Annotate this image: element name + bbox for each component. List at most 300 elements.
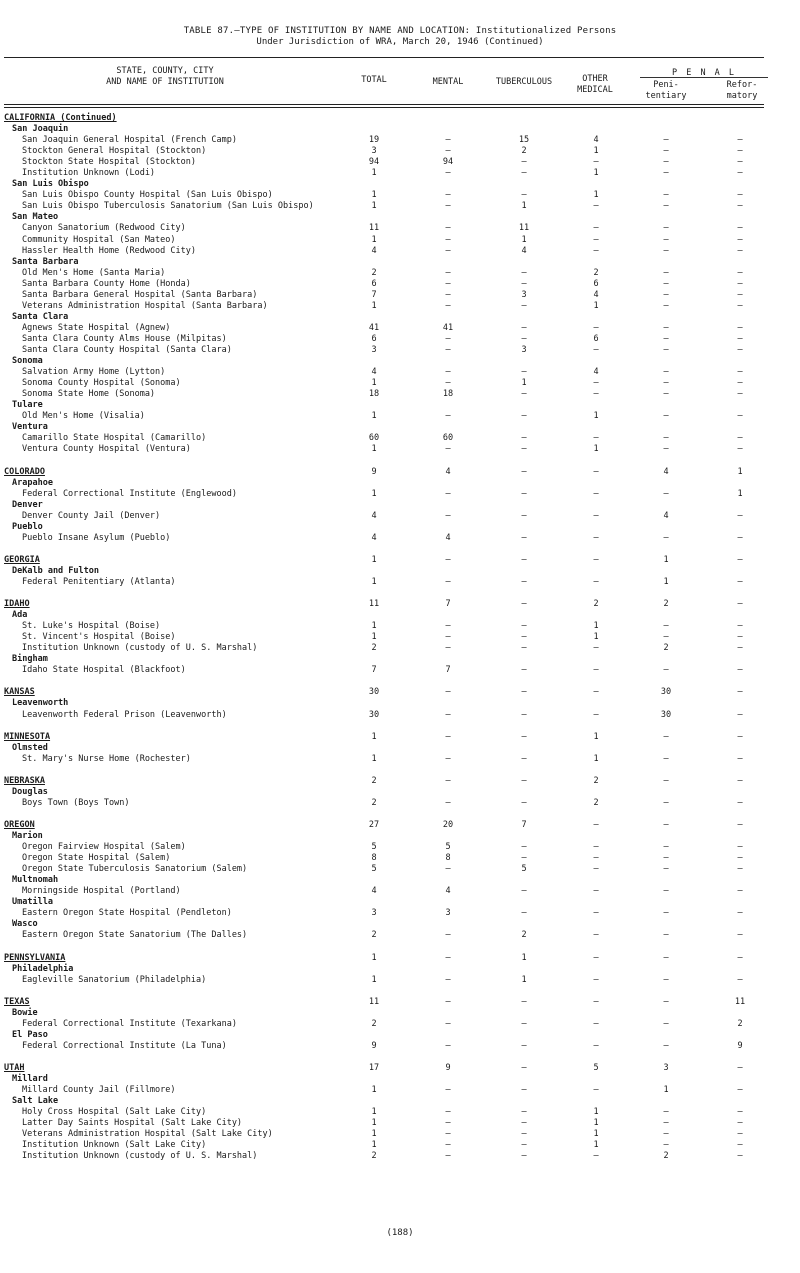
county-name: San Joaquin xyxy=(12,124,69,135)
inst-name: Federal Correctional Institute (La Tuna) xyxy=(22,1040,227,1051)
cell-total: 1 xyxy=(371,190,377,201)
cell-other-medical: – xyxy=(593,322,599,333)
inst-name: Eastern Oregon State Hospital (Pendleton) xyxy=(22,908,232,919)
header-other-line2: MEDICAL xyxy=(577,85,613,95)
institution-row xyxy=(0,1041,800,1052)
cell-other-medical: – xyxy=(593,820,599,830)
cell-other-medical: – xyxy=(593,665,599,676)
cell-tuberculous: – xyxy=(521,1129,527,1140)
cell-tuberculous: – xyxy=(521,886,527,897)
inst-name: Eastern Oregon State Sanatorium (The Dalles) xyxy=(22,930,248,941)
cell-mental: – xyxy=(445,864,451,875)
institution-row xyxy=(0,290,800,301)
cell-penitentiary: – xyxy=(663,665,669,676)
cell-penitentiary: – xyxy=(663,168,669,179)
inst-name: Sonoma State Home (Sonoma) xyxy=(22,389,156,400)
cell-total: 1 xyxy=(371,576,377,587)
institution-row xyxy=(0,246,800,257)
cell-penitentiary: 1 xyxy=(663,1085,669,1096)
cell-other-medical: 1 xyxy=(593,444,599,455)
institution-row xyxy=(0,146,800,157)
institution-row xyxy=(0,433,800,444)
cell-total: 2 xyxy=(371,643,377,654)
cell-reformatory: – xyxy=(737,234,743,245)
cell-reformatory: – xyxy=(737,554,743,565)
cell-tuberculous: 5 xyxy=(521,864,527,875)
cell-other-medical: 1 xyxy=(593,753,599,764)
institution-row xyxy=(0,268,800,279)
county-row xyxy=(0,875,800,886)
cell-penitentiary: – xyxy=(663,433,669,444)
cell-tuberculous: – xyxy=(521,278,527,289)
cell-mental: – xyxy=(445,554,451,565)
cell-reformatory: – xyxy=(737,532,743,543)
cell-total: 5 xyxy=(371,842,377,853)
cell-tuberculous: – xyxy=(521,322,527,333)
county-row xyxy=(0,312,800,323)
inst-name: Santa Barbara County Home (Honda) xyxy=(22,278,191,289)
institution-row xyxy=(0,301,800,312)
county-row xyxy=(0,356,800,367)
cell-penitentiary: – xyxy=(663,842,669,853)
cell-other-medical: 1 xyxy=(593,190,599,201)
institution-row xyxy=(0,853,800,864)
cell-penitentiary: – xyxy=(663,930,669,941)
cell-mental: – xyxy=(445,1118,451,1129)
cell-penitentiary: – xyxy=(663,632,669,643)
cell-mental: – xyxy=(445,952,451,963)
institution-row xyxy=(0,710,800,721)
county-row xyxy=(0,654,800,665)
cell-total: 4 xyxy=(371,510,377,521)
inst-name: Community Hospital (San Mateo) xyxy=(22,234,176,245)
county-row xyxy=(0,500,800,511)
inst-name: Holy Cross Hospital (Salt Lake City) xyxy=(22,1107,207,1118)
cell-total: 3 xyxy=(371,146,377,157)
cell-total: 1 xyxy=(371,201,377,212)
state-row xyxy=(0,1063,800,1074)
cell-total: 2 xyxy=(371,930,377,941)
county-row xyxy=(0,610,800,621)
cell-other-medical: 2 xyxy=(593,267,599,278)
cell-mental: – xyxy=(445,930,451,941)
inst-name: Canyon Sanatorium (Redwood City) xyxy=(22,223,186,234)
row-spacer xyxy=(0,676,800,687)
institution-row xyxy=(0,1107,800,1118)
cell-reformatory: – xyxy=(737,820,743,830)
cell-mental: – xyxy=(445,1018,451,1029)
cell-total: 4 xyxy=(371,532,377,543)
cell-other-medical: 1 xyxy=(593,1118,599,1129)
inst-name: Santa Barbara General Hospital (Santa Barbara) xyxy=(22,289,258,300)
cell-total: 19 xyxy=(368,135,380,146)
cell-total: 1 xyxy=(371,234,377,245)
cell-tuberculous: – xyxy=(521,1040,527,1051)
cell-tuberculous: – xyxy=(521,488,527,499)
inst-name: Pueblo Insane Asylum (Pueblo) xyxy=(22,532,171,543)
institution-row xyxy=(0,632,800,643)
cell-total: 11 xyxy=(368,996,380,1007)
cell-reformatory: – xyxy=(737,576,743,587)
county-row xyxy=(0,400,800,411)
cell-penitentiary: – xyxy=(663,621,669,632)
cell-mental: – xyxy=(445,687,451,698)
header-penal: P E N A L xyxy=(671,68,737,78)
cell-other-medical: 6 xyxy=(593,333,599,344)
inst-name: San Joaquin General Hospital (French Camp) xyxy=(22,135,237,146)
cell-penitentiary: – xyxy=(663,444,669,455)
cell-tuberculous: 3 xyxy=(521,289,527,300)
cell-penitentiary: – xyxy=(663,952,669,963)
cell-reformatory: – xyxy=(737,333,743,344)
institution-row xyxy=(0,168,800,179)
cell-tuberculous: 2 xyxy=(521,146,527,157)
cell-reformatory: – xyxy=(737,1107,743,1118)
cell-other-medical: – xyxy=(593,853,599,864)
cell-reformatory: – xyxy=(737,687,743,698)
cell-other-medical: – xyxy=(593,974,599,985)
cell-other-medical: – xyxy=(593,930,599,941)
cell-total: 1 xyxy=(371,444,377,455)
inst-name: Sonoma County Hospital (Sonoma) xyxy=(22,378,181,389)
institution-row xyxy=(0,511,800,522)
cell-tuberculous: – xyxy=(521,433,527,444)
cell-other-medical: – xyxy=(593,996,599,1007)
table-subtitle: Under Jurisdiction of WRA, March 20, 1946 (Continued) xyxy=(256,37,544,47)
cell-penitentiary: – xyxy=(663,1140,669,1151)
inst-name: Old Men's Home (Visalia) xyxy=(22,411,145,422)
cell-mental: – xyxy=(445,576,451,587)
cell-other-medical: 1 xyxy=(593,1107,599,1118)
cell-other-medical: – xyxy=(593,245,599,256)
cell-mental: – xyxy=(445,223,451,234)
inst-name: San Luis Obispo County Hospital (San Luis Obispo) xyxy=(22,190,273,201)
inst-name: Agnews State Hospital (Agnew) xyxy=(22,322,171,333)
cell-penitentiary: – xyxy=(663,411,669,422)
cell-mental: 7 xyxy=(445,665,451,676)
inst-name: Oregon State Hospital (Salem) xyxy=(22,853,171,864)
cell-other-medical: – xyxy=(593,223,599,234)
institution-row xyxy=(0,389,800,400)
cell-mental: – xyxy=(445,278,451,289)
cell-penitentiary: – xyxy=(663,367,669,378)
cell-other-medical: – xyxy=(593,201,599,212)
county-row xyxy=(0,422,800,433)
cell-mental: 7 xyxy=(445,599,451,610)
cell-tuberculous: – xyxy=(521,775,527,786)
inst-name: Institution Unknown (custody of U. S. Marshal) xyxy=(22,643,258,654)
header-reform-line2: matory xyxy=(726,91,758,101)
cell-mental: – xyxy=(445,444,451,455)
state-row xyxy=(0,467,800,478)
county-name: Olmsted xyxy=(12,742,48,753)
cell-penitentiary: – xyxy=(663,322,669,333)
cell-tuberculous: 3 xyxy=(521,344,527,355)
cell-penitentiary: – xyxy=(663,753,669,764)
cell-mental: – xyxy=(445,709,451,720)
cell-mental: 18 xyxy=(442,389,454,400)
cell-tuberculous: 1 xyxy=(521,201,527,212)
cell-tuberculous: – xyxy=(521,554,527,565)
cell-mental: – xyxy=(445,731,451,742)
cell-penitentiary: – xyxy=(663,157,669,168)
cell-penitentiary: – xyxy=(663,201,669,212)
cell-tuberculous: – xyxy=(521,444,527,455)
inst-name: Institution Unknown (Lodi) xyxy=(22,168,156,179)
cell-tuberculous: 1 xyxy=(521,234,527,245)
cell-penitentiary: – xyxy=(663,731,669,742)
cell-tuberculous: – xyxy=(521,632,527,643)
cell-mental: – xyxy=(445,1151,451,1162)
cell-reformatory: – xyxy=(737,245,743,256)
inst-name: Federal Penitentiary (Atlanta) xyxy=(22,576,176,587)
inst-name: Stockton State Hospital (Stockton) xyxy=(22,157,196,168)
state-row xyxy=(0,599,800,610)
cell-total: 3 xyxy=(371,908,377,919)
cell-total: 2 xyxy=(371,1151,377,1162)
cell-total: 18 xyxy=(368,389,380,400)
inst-name: Millard County Jail (Fillmore) xyxy=(22,1085,176,1096)
header-mental: MENTAL xyxy=(432,77,464,87)
cell-mental: 9 xyxy=(445,1063,451,1074)
inst-name: Morningside Hospital (Portland) xyxy=(22,886,181,897)
cell-reformatory: – xyxy=(737,1129,743,1140)
inst-name: St. Vincent's Hospital (Boise) xyxy=(22,632,176,643)
cell-total: 1 xyxy=(371,952,377,963)
cell-total: 94 xyxy=(368,157,380,168)
cell-reformatory: – xyxy=(737,775,743,786)
cell-tuberculous: 11 xyxy=(518,223,530,234)
cell-reformatory: – xyxy=(737,168,743,179)
cell-tuberculous: – xyxy=(521,731,527,742)
cell-reformatory: – xyxy=(737,510,743,521)
institution-row xyxy=(0,201,800,212)
county-name: Multnomah xyxy=(12,875,59,886)
cell-tuberculous: – xyxy=(521,908,527,919)
cell-mental: – xyxy=(445,190,451,201)
cell-reformatory: – xyxy=(737,974,743,985)
cell-other-medical: – xyxy=(593,687,599,698)
county-name: Leavenworth xyxy=(12,698,69,709)
county-name: Sonoma xyxy=(12,356,43,367)
cell-penitentiary: – xyxy=(663,532,669,543)
cell-tuberculous: 15 xyxy=(518,135,530,146)
cell-reformatory: – xyxy=(737,157,743,168)
cell-total: 1 xyxy=(371,168,377,179)
cell-penitentiary: – xyxy=(663,344,669,355)
header-penitentiary xyxy=(640,80,692,102)
header-reformatory xyxy=(716,80,768,102)
cell-total: 1 xyxy=(371,300,377,311)
inst-name: Veterans Administration Hospital (Salt Lake City) xyxy=(22,1129,273,1140)
cell-reformatory: – xyxy=(737,599,743,610)
state-name: CALIFORNIA (Continued) xyxy=(4,113,117,123)
institution-row xyxy=(0,367,800,378)
cell-tuberculous: – xyxy=(521,532,527,543)
cell-total: 1 xyxy=(371,1140,377,1151)
county-row xyxy=(0,212,800,223)
cell-other-medical: – xyxy=(593,1151,599,1162)
cell-mental: 20 xyxy=(442,820,454,830)
cell-other-medical: – xyxy=(593,864,599,875)
cell-penitentiary: – xyxy=(663,146,669,157)
cell-penitentiary: – xyxy=(663,1107,669,1118)
cell-total: 2 xyxy=(371,775,377,786)
cell-mental: – xyxy=(445,201,451,212)
cell-reformatory: – xyxy=(737,908,743,919)
cell-tuberculous: – xyxy=(521,267,527,278)
cell-reformatory: – xyxy=(737,267,743,278)
cell-mental: 3 xyxy=(445,908,451,919)
cell-reformatory: – xyxy=(737,886,743,897)
inst-name: Ventura County Hospital (Ventura) xyxy=(22,444,191,455)
header-other-medical xyxy=(570,74,620,96)
cell-total: 1 xyxy=(371,411,377,422)
cell-tuberculous: – xyxy=(521,1018,527,1029)
cell-mental: – xyxy=(445,1085,451,1096)
cell-mental: – xyxy=(445,510,451,521)
institution-row xyxy=(0,1151,800,1162)
cell-total: 1 xyxy=(371,488,377,499)
cell-tuberculous: – xyxy=(521,576,527,587)
county-name: Pueblo xyxy=(12,521,43,532)
state-name: GEORGIA xyxy=(4,554,40,565)
state-name: TEXAS xyxy=(4,996,30,1007)
cell-total: 1 xyxy=(371,974,377,985)
cell-tuberculous: – xyxy=(521,643,527,654)
inst-name: Old Men's Home (Santa Maria) xyxy=(22,267,166,278)
cell-other-medical: – xyxy=(593,709,599,720)
county-row xyxy=(0,478,800,489)
cell-tuberculous: – xyxy=(521,996,527,1007)
cell-penitentiary: – xyxy=(663,996,669,1007)
cell-tuberculous: – xyxy=(521,753,527,764)
cell-penitentiary: – xyxy=(663,775,669,786)
cell-total: 2 xyxy=(371,267,377,278)
institution-row xyxy=(0,190,800,201)
cell-other-medical: – xyxy=(593,234,599,245)
cell-penitentiary: 2 xyxy=(663,643,669,654)
cell-reformatory: – xyxy=(737,1085,743,1096)
cell-mental: – xyxy=(445,267,451,278)
inst-name: Institution Unknown (custody of U. S. Marshal) xyxy=(22,1151,258,1162)
county-name: San Mateo xyxy=(12,212,59,223)
cell-reformatory: – xyxy=(737,146,743,157)
cell-tuberculous: – xyxy=(521,1140,527,1151)
penal-rule xyxy=(640,77,768,78)
cell-penitentiary: – xyxy=(663,853,669,864)
institution-row xyxy=(0,444,800,455)
cell-tuberculous: 7 xyxy=(521,820,527,830)
cell-penitentiary: – xyxy=(663,1040,669,1051)
row-spacer xyxy=(0,986,800,997)
cell-tuberculous: 2 xyxy=(521,930,527,941)
cell-penitentiary: – xyxy=(663,278,669,289)
inst-name: Salvation Army Home (Lytton) xyxy=(22,367,166,378)
cell-total: 6 xyxy=(371,333,377,344)
cell-reformatory: – xyxy=(737,1063,743,1074)
cell-tuberculous: – xyxy=(521,510,527,521)
inst-name: Veterans Administration Hospital (Santa Barbara) xyxy=(22,300,268,311)
cell-mental: – xyxy=(445,378,451,389)
cell-mental: – xyxy=(445,411,451,422)
county-name: Millard xyxy=(12,1074,48,1085)
cell-reformatory: – xyxy=(737,731,743,742)
institution-row xyxy=(0,135,800,146)
cell-reformatory: – xyxy=(737,632,743,643)
cell-tuberculous: – xyxy=(521,190,527,201)
institution-row xyxy=(0,577,800,588)
header-name-line1: STATE, COUNTY, CITY xyxy=(116,66,214,76)
cell-reformatory: – xyxy=(737,643,743,654)
institution-row xyxy=(0,754,800,765)
state-name: COLORADO xyxy=(4,466,45,477)
cell-mental: 94 xyxy=(442,157,454,168)
cell-mental: 4 xyxy=(445,466,451,477)
cell-other-medical: – xyxy=(593,157,599,168)
cell-reformatory: 1 xyxy=(737,466,743,477)
cell-reformatory: – xyxy=(737,289,743,300)
header-bottom-rule-2 xyxy=(4,107,764,108)
cell-total: 1 xyxy=(371,731,377,742)
cell-reformatory: – xyxy=(737,367,743,378)
inst-name: Institution Unknown (Salt Lake City) xyxy=(22,1140,207,1151)
cell-penitentiary: 2 xyxy=(663,1151,669,1162)
county-name: San Luis Obispo xyxy=(12,179,89,190)
county-row xyxy=(0,566,800,577)
cell-penitentiary: – xyxy=(663,378,669,389)
cell-reformatory: – xyxy=(737,278,743,289)
institution-row xyxy=(0,157,800,168)
institution-row xyxy=(0,665,800,676)
county-name: Marion xyxy=(12,831,43,842)
county-name: Bowie xyxy=(12,1007,38,1018)
county-row xyxy=(0,1096,800,1107)
cell-mental: – xyxy=(445,1107,451,1118)
cell-tuberculous: – xyxy=(521,1085,527,1096)
cell-reformatory: – xyxy=(737,322,743,333)
cell-penitentiary: 1 xyxy=(663,576,669,587)
county-row xyxy=(0,1074,800,1085)
cell-mental: – xyxy=(445,344,451,355)
institution-row xyxy=(0,864,800,875)
cell-mental: – xyxy=(445,245,451,256)
cell-total: 11 xyxy=(368,599,380,610)
inst-name: St. Mary's Nurse Home (Rochester) xyxy=(22,753,191,764)
cell-other-medical: 4 xyxy=(593,135,599,146)
state-name: UTAH xyxy=(4,1063,25,1074)
cell-mental: – xyxy=(445,632,451,643)
cell-mental: – xyxy=(445,135,451,146)
row-spacer xyxy=(0,809,800,820)
cell-tuberculous: – xyxy=(521,853,527,864)
cell-penitentiary: – xyxy=(663,864,669,875)
cell-other-medical: – xyxy=(593,842,599,853)
cell-penitentiary: – xyxy=(663,820,669,830)
inst-name: Boys Town (Boys Town) xyxy=(22,797,130,808)
cell-mental: – xyxy=(445,775,451,786)
cell-reformatory: – xyxy=(737,621,743,632)
cell-mental: – xyxy=(445,1040,451,1051)
county-name: Wasco xyxy=(12,919,38,930)
state-name: NEBRASKA xyxy=(4,775,45,786)
cell-other-medical: – xyxy=(593,466,599,477)
cell-total: 7 xyxy=(371,289,377,300)
cell-tuberculous: – xyxy=(521,1118,527,1129)
inst-name: Leavenworth Federal Prison (Leavenworth) xyxy=(22,709,227,720)
state-name: PENNSYLVANIA xyxy=(4,952,66,963)
cell-other-medical: 2 xyxy=(593,775,599,786)
